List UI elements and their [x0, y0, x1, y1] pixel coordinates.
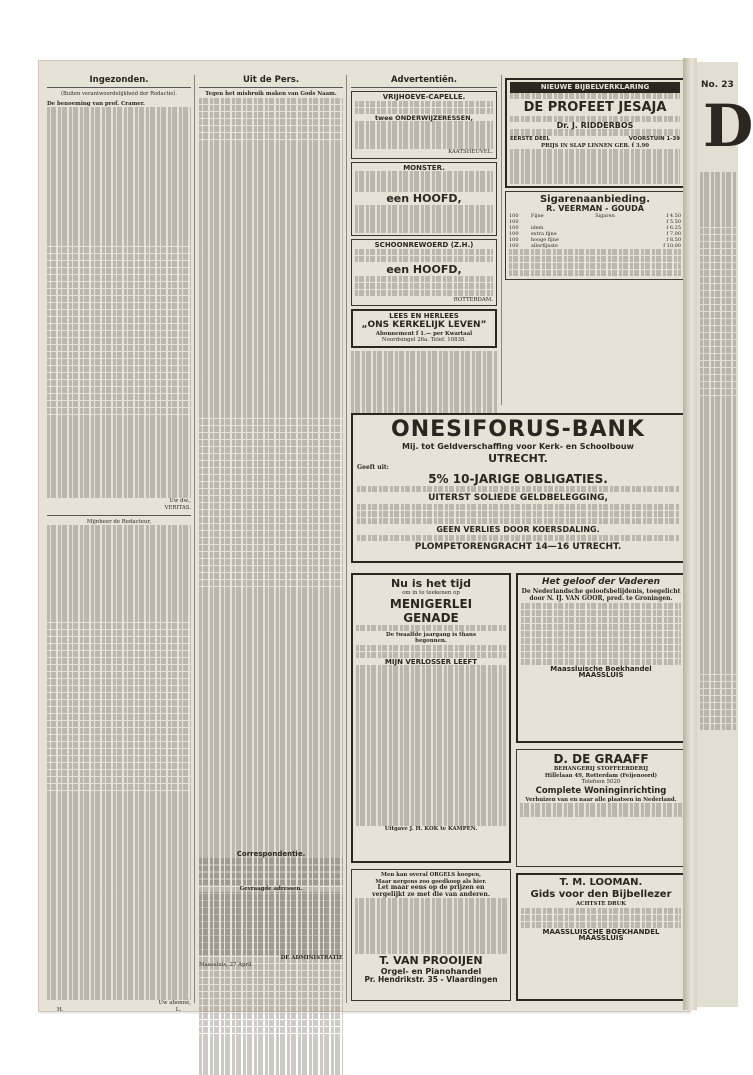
ad-looman [516, 873, 686, 1001]
ad-text [355, 101, 493, 115]
ad-title: MONSTER. [403, 163, 445, 172]
ad-title: T. M. LOOMAN. [559, 877, 643, 888]
letter-salutation: Mijnheer de Redacteur, [86, 518, 152, 525]
ad-text [510, 93, 680, 100]
ad-text [510, 129, 680, 136]
signature-initial-h: H. [57, 1006, 64, 1013]
ad-geloof-vaderen [516, 573, 686, 743]
ad-line: De twaalfde jaargang is thans [386, 631, 476, 638]
price-name: allerfijnste [530, 242, 559, 249]
article-title: Tegen het misbruik maken van Gods Naam. [205, 91, 337, 97]
price-table [509, 213, 681, 249]
ad-orgels [351, 869, 511, 1001]
section-heading-correspondentie: Correspondentie. [236, 850, 306, 858]
ad-firm: MAASSLUISCHE BOEKHANDEL [542, 927, 660, 936]
ad-title: Nu is het tijd [390, 577, 472, 590]
ad-title: NIEUWE BIJBELVERKLARING [510, 82, 680, 93]
letter-signature [47, 1007, 191, 1014]
ad-place: ROTTERDAM. [453, 296, 493, 303]
next-page-masthead: D [703, 92, 753, 160]
ad-firm: T. VAN PROOIJEN [379, 954, 483, 968]
price-qty: 100 [509, 218, 519, 225]
ad-edition: ACHTSTE DRUK [575, 901, 626, 907]
ad-text [510, 116, 680, 123]
letter-signature: VERITAS. [164, 504, 191, 511]
ad-title: VRIJHOEVE-CAPELLE. [382, 93, 466, 101]
ad-address: Hillelaan 49, Rotterdam (Feijenoord) [544, 772, 658, 779]
column-ingezonden [47, 75, 191, 1013]
ad-text [356, 625, 506, 632]
ad-part-detail: VOORSTUIN 1-39 [628, 136, 680, 143]
admin-signature: DE ADMINISTRATIE [280, 954, 343, 961]
price-qty: 100 [509, 242, 519, 249]
ad-text [355, 205, 493, 233]
next-page-number: No. 23 [701, 80, 734, 90]
signature-initial-l: L. [175, 1006, 181, 1013]
price-kind: Sigaren [595, 212, 615, 219]
ad-headline: „ONS KERKELIJK LEVEN” [361, 319, 487, 330]
text-block [47, 525, 191, 1000]
price-value: f 8.50 [666, 236, 681, 243]
ad-text [355, 249, 493, 263]
price-value: f 4.50 [666, 212, 681, 219]
ad-monster [351, 162, 497, 236]
ad-text [521, 603, 681, 665]
ad-firm: Maassluische Boekhandel [550, 664, 652, 673]
bank-address: PLOMPETORENGRACHT 14—16 UTRECHT. [414, 541, 622, 552]
ad-text [520, 803, 682, 817]
price-value: f 6.25 [666, 224, 681, 231]
price-name: idem [530, 224, 544, 231]
ad-line: Let maar eens op de prijzen en [377, 884, 485, 892]
price-value: f 5.50 [666, 218, 681, 225]
price-qty: 100 [509, 224, 519, 231]
price-name: Fijne [530, 212, 544, 219]
editorial-note: (Buiten verantwoordelijkheid der Redactie). [61, 91, 177, 97]
ad-text [355, 171, 493, 192]
bank-line: GEEN VERLIES DOOR KOERSDALING. [436, 524, 600, 534]
letter-title: De benoeming van prof. Cramer. [47, 100, 145, 107]
ad-text [521, 908, 681, 929]
subheading: Gevraagde adressen. [239, 885, 303, 892]
price-qty: 100 [509, 230, 519, 237]
ad-vrijhoeve [351, 91, 497, 159]
newspaper-page [38, 60, 690, 1012]
column-rule [346, 75, 347, 1003]
ad-subline: Verhuizen van en naar alle plaatsen in Nederland. [525, 796, 677, 803]
bank-subtitle: Mij. tot Geldverschaffing voor Kerk- en Schoolbouw [402, 442, 634, 451]
ad-headline: MENIGERLEI [389, 596, 473, 611]
ad-headline: een HOOFD, [386, 262, 462, 276]
ad-text [355, 898, 507, 953]
ad-phone: Telefoon 5020 [581, 779, 621, 786]
next-page-edge [697, 62, 753, 1007]
ad-part-label: EERSTE DEEL [510, 136, 550, 143]
ad-title: Het geloof der Vaderen [541, 577, 661, 587]
ad-text [355, 121, 493, 149]
ad-address: Pr. Hendrikstr. 35 - Vlaardingen [364, 975, 498, 985]
ad-title: LEES EN HERLEES [389, 312, 459, 321]
ad-line: Maar nergens zoo goedkoop als hier. [375, 878, 487, 885]
bank-bond: 5% 10-JARIGE OBLIGATIES. [428, 471, 608, 486]
divider [47, 515, 191, 516]
bank-text [357, 486, 679, 493]
next-page-text [700, 172, 736, 731]
bank-name: ONESIFORUS-BANK [391, 417, 645, 442]
ad-phone: Noordsingel 26a. Telef. 10838. [381, 337, 467, 344]
ad-line: Men kan overal ORGELS koopen, [380, 872, 481, 878]
ad-text [356, 665, 506, 825]
ad-sigaren [505, 191, 685, 280]
ad-headline: Complete Woninginrichting [535, 785, 667, 796]
ad-headline: een HOOFD, [386, 192, 462, 206]
ad-description: De Nederlandsche geloofsbelijdenis, toegelicht door N. IJ. VAN GOOR, pred. te Groningen. [521, 588, 681, 603]
ad-title: Sigarenaanbieding. [539, 194, 650, 206]
ad-schoonrewoerd [351, 239, 497, 306]
column-rule [194, 75, 195, 1003]
letter-closing: Uw dw., [169, 498, 191, 505]
ad-line: MIJN VERLOSSER LEEFT [384, 657, 478, 666]
ad-text [509, 249, 681, 277]
ad-title: D. DE GRAAFF [553, 752, 649, 766]
ad-onesiforus-bank [351, 413, 685, 563]
ad-place: KAATSHEUVEL. [448, 149, 493, 156]
admin-place-date: Maassluis, 27 April. [199, 961, 254, 968]
section-heading-advertenties: Advertentiën. [351, 75, 497, 88]
ad-text [356, 645, 506, 659]
text-block [199, 858, 343, 886]
ad-publisher: Uitgave J. H. KOK te KAMPEN. [384, 825, 478, 832]
ad-kind: BEHANGERIJ STOFFEERDERIJ [553, 766, 649, 772]
text-block [199, 892, 343, 954]
ad-subtitle: om in te teekenen op [402, 590, 460, 596]
ad-headline: DE PROFEET JESAJA [523, 99, 667, 115]
column-ads-right [505, 75, 685, 395]
section-heading-ingezonden: Ingezonden. [47, 75, 191, 88]
ad-city: MAASSLUIS [578, 934, 624, 943]
bank-text [357, 504, 679, 525]
ad-part [510, 136, 680, 143]
ad-text [355, 276, 493, 297]
ad-headline: GENADE [403, 610, 459, 625]
book-spine [683, 58, 697, 1010]
price-value: f 10.00 [663, 242, 681, 249]
ad-kerkelijk-leven [351, 309, 497, 348]
price-name: extra fijne [530, 230, 557, 237]
price-value: f 7.00 [666, 230, 681, 237]
ad-headline: twee ONDERWIJZERESSEN, [374, 113, 474, 122]
ad-price: PRIJS IN SLAP LINNEN GEB. f 3.90 [541, 142, 649, 149]
ad-subscription: Abonnement f 1.— per Kwartaal [375, 330, 473, 337]
ad-firm: R. VEERMAN - GOUDA [546, 204, 644, 214]
ad-line: vergelijkt ze met die van anderen. [371, 890, 491, 898]
price-qty: 100 [509, 212, 519, 219]
ad-city: MAASSLUIS [578, 671, 624, 680]
section-heading-pers: Uit de Pers. [199, 75, 343, 88]
bank-text [357, 535, 679, 542]
ad-line: begonnen. [415, 638, 447, 645]
bank-line: UITERST SOLIEDE GELDBELEGGING, [428, 492, 608, 503]
price-name: hooge fijne [530, 236, 559, 243]
ad-de-graaff [516, 749, 686, 867]
text-block [47, 107, 191, 498]
bank-offer: Geeft uit: [357, 464, 389, 471]
ad-headline: Gids voor den Bijbellezer [530, 889, 672, 900]
ad-text [510, 149, 680, 184]
price-qty: 100 [509, 236, 519, 243]
correspondentie-section [199, 851, 343, 968]
ad-bijbelverklaring [505, 78, 685, 188]
column-rule [501, 75, 502, 405]
ad-menigerlei-genade [351, 573, 511, 863]
ad-title: SCHOONREWOERD (Z.H.) [374, 241, 474, 250]
letter-closing: Uw abonné, [158, 1000, 191, 1007]
ad-firm-type: Orgel- en Pianohandel [380, 967, 482, 977]
ad-author: Dr. J. RIDDERBOS [556, 120, 634, 130]
bank-city: UTRECHT. [488, 452, 548, 465]
